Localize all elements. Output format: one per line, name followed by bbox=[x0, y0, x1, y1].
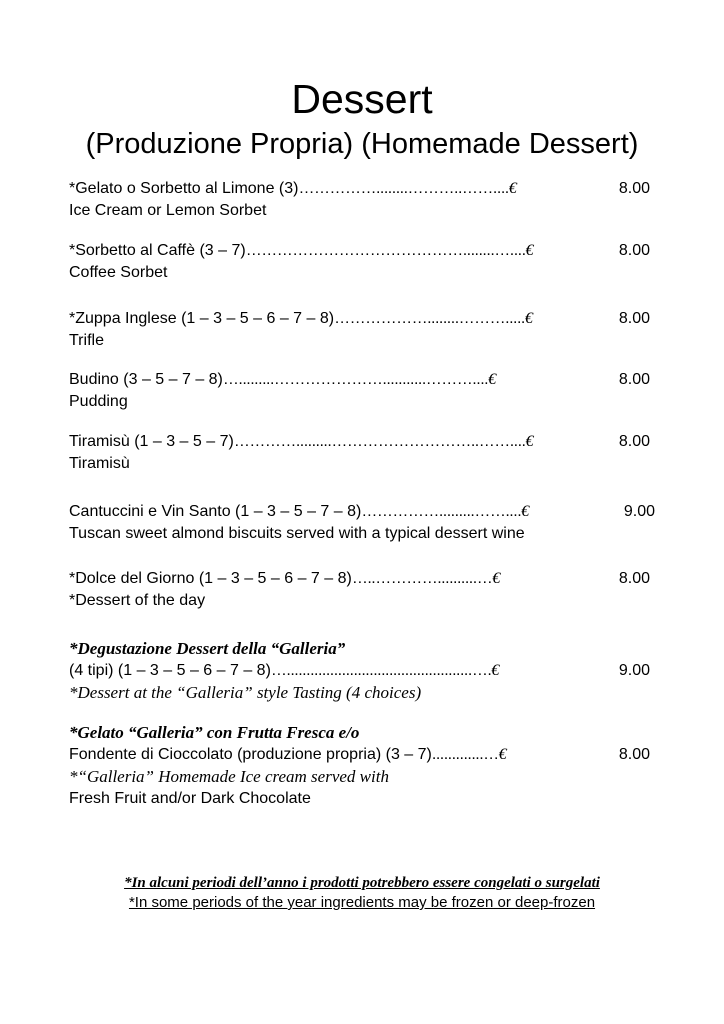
item-name: *Gelato o Sorbetto al Limone (3) bbox=[69, 180, 299, 197]
item-price: 8.00 bbox=[618, 746, 650, 763]
euro-sign: € bbox=[488, 371, 497, 388]
leader-dots: ……………........………..…….... bbox=[298, 180, 509, 197]
euro-sign: € bbox=[498, 746, 507, 763]
item-translation: Pudding bbox=[69, 393, 128, 410]
item-heading: *Degustazione Dessert della “Galleria” bbox=[69, 639, 346, 658]
euro-sign: € bbox=[525, 242, 534, 259]
leader-dots: …...............................................…. bbox=[270, 662, 492, 679]
item-translation: Ice Cream or Lemon Sorbet bbox=[69, 202, 267, 219]
item-translation: *Dessert at the “Galleria” style Tasting (4 choices) bbox=[69, 683, 422, 702]
item-price: 8.00 bbox=[618, 433, 650, 450]
item-translation: Coffee Sorbet bbox=[69, 264, 168, 281]
menu-item-gelato-galleria bbox=[69, 722, 669, 810]
leader-dots: ………………........………..... bbox=[334, 310, 525, 327]
euro-sign: € bbox=[491, 662, 500, 679]
leader-dots: ….........…………………...........……….... bbox=[222, 371, 489, 388]
euro-sign: € bbox=[508, 180, 517, 197]
leader-dots: .............… bbox=[431, 746, 499, 763]
page-subtitle: (Produzione Propria) (Homemade Dessert) bbox=[85, 128, 639, 160]
item-translation: Fresh Fruit and/or Dark Chocolate bbox=[69, 790, 311, 807]
euro-sign: € bbox=[524, 310, 533, 327]
menu-item bbox=[69, 240, 669, 284]
menu-item bbox=[69, 369, 669, 413]
item-name: Budino (3 – 5 – 7 – 8) bbox=[69, 371, 223, 388]
euro-sign: € bbox=[525, 433, 534, 450]
item-price: 8.00 bbox=[618, 310, 650, 327]
page-title: Dessert bbox=[291, 76, 433, 122]
leader-dots: …..…………..........… bbox=[351, 570, 493, 587]
leader-dots: ………….........………………………..…….... bbox=[233, 433, 526, 450]
menu-item bbox=[69, 501, 669, 545]
item-translation: Trifle bbox=[69, 332, 104, 349]
footer-note-italian: *In alcuni periodi dell’anno i prodotti potrebbero essere congelati o surgelati bbox=[124, 875, 600, 891]
item-name: *Zuppa Inglese (1 – 3 – 5 – 6 – 7 – 8) bbox=[69, 310, 335, 327]
item-name: Cantuccini e Vin Santo (1 – 3 – 5 – 7 – 8) bbox=[69, 503, 362, 520]
item-price: 8.00 bbox=[618, 242, 650, 259]
item-translation: *“Galleria” Homemade Ice cream served with bbox=[69, 767, 389, 786]
euro-sign: € bbox=[521, 503, 530, 520]
item-name: (4 tipi) (1 – 3 – 5 – 6 – 7 – 8) bbox=[69, 662, 271, 679]
euro-sign: € bbox=[492, 570, 501, 587]
menu-item bbox=[69, 308, 669, 352]
item-price: 8.00 bbox=[618, 371, 650, 388]
menu-item bbox=[69, 568, 669, 612]
item-price: 8.00 bbox=[618, 180, 650, 197]
item-name: *Dolce del Giorno (1 – 3 – 5 – 6 – 7 – 8) bbox=[69, 570, 352, 587]
item-price: 9.00 bbox=[623, 503, 655, 520]
footer-note-english: *In some periods of the year ingredients may be frozen or deep-frozen bbox=[128, 894, 596, 911]
item-heading: *Gelato “Galleria” con Frutta Fresca e/o bbox=[69, 723, 360, 742]
item-translation: Tiramisù bbox=[69, 455, 130, 472]
item-name: *Sorbetto al Caffè (3 – 7) bbox=[69, 242, 246, 259]
item-translation: Tuscan sweet almond biscuits served with a typical dessert wine bbox=[69, 525, 525, 542]
item-name: Fondente di Cioccolato (produzione propria) (3 – 7) bbox=[69, 746, 432, 763]
leader-dots: …………….........…….... bbox=[361, 503, 522, 520]
item-price: 8.00 bbox=[618, 570, 650, 587]
item-translation: *Dessert of the day bbox=[69, 592, 206, 609]
item-price: 9.00 bbox=[618, 662, 650, 679]
menu-item bbox=[69, 178, 669, 222]
menu-item-degustazione bbox=[69, 638, 669, 704]
item-name: Tiramisù (1 – 3 – 5 – 7) bbox=[69, 433, 234, 450]
menu-item bbox=[69, 431, 669, 475]
leader-dots: ……………………………………........….... bbox=[245, 242, 526, 259]
